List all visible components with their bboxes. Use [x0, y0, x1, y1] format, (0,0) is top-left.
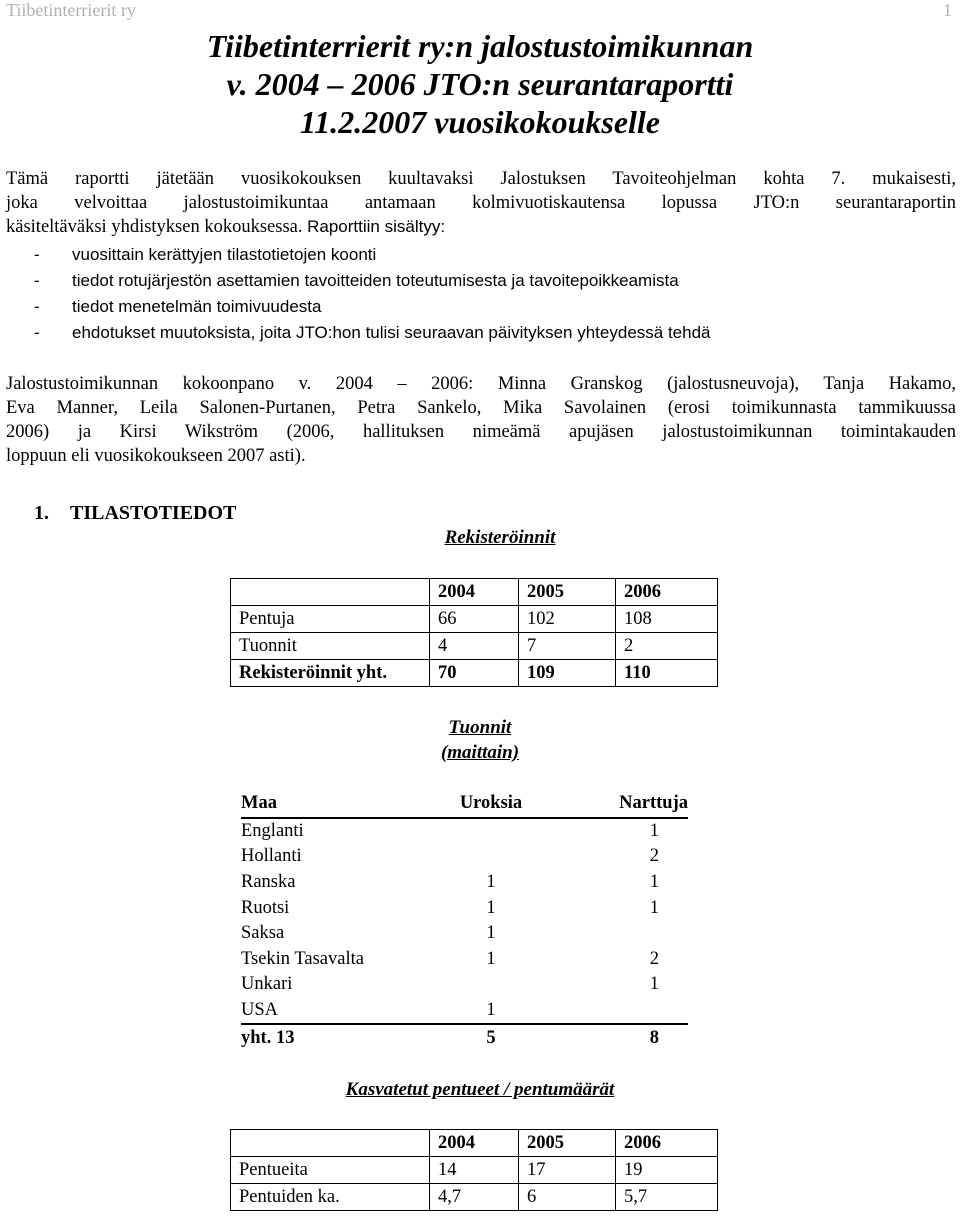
table-row	[231, 579, 718, 606]
females-cell	[541, 998, 688, 1025]
table-cell: 14	[430, 1157, 519, 1184]
females-cell: 2	[649, 846, 659, 867]
intro-line-3a: käsiteltäväksi yhdistyksen kokouksessa.	[6, 217, 303, 237]
row-label: Pentuja	[231, 606, 430, 633]
bullet-item	[6, 323, 711, 343]
males-cell: 1	[486, 923, 496, 944]
year-header: 2005	[519, 1130, 616, 1157]
table-cell: 109	[519, 660, 616, 687]
committee-line-4: loppuun eli vuosikokoukseen 2007 asti).	[6, 446, 306, 466]
committee-paragraph	[6, 372, 956, 468]
females-cell	[541, 921, 688, 947]
table-cell: 17	[519, 1157, 616, 1184]
table-cell: 7	[519, 633, 616, 660]
row-label: Rekisteröinnit yht.	[231, 660, 430, 687]
table-row	[241, 870, 688, 896]
males-cell: 1	[486, 1000, 496, 1021]
intro-paragraph	[6, 167, 956, 239]
table-cell: 108	[616, 606, 718, 633]
table-cell: 102	[519, 606, 616, 633]
section-title: TILASTOTIEDOT	[70, 502, 237, 524]
table-cell	[231, 1130, 430, 1157]
females-cell: 1	[649, 897, 659, 918]
table-cell: 110	[616, 660, 718, 687]
title-line-2: v. 2004 – 2006 JTO:n seurantaraportti	[226, 66, 734, 102]
males-cell: 1	[486, 897, 496, 918]
committee-line-1: Jalostustoimikunnan kokoonpano v. 2004 – 2006: Minna Granskog (jalostusneuvoja), Tanja Hakamo,	[6, 374, 956, 394]
table-row	[231, 1184, 718, 1211]
females-cell: 1	[649, 974, 659, 995]
country-cell: Hollanti	[241, 846, 302, 867]
bullet-item	[6, 271, 679, 291]
bullet-text: ehdotukset muutoksista, joita JTO:hon tulisi seuraavan päivityksen yhteydessä tehdä	[72, 323, 711, 342]
bullet-dash: -	[34, 245, 40, 264]
bullet-dash: -	[34, 323, 40, 342]
title-line-3: 11.2.2007 vuosikokoukselle	[299, 104, 660, 140]
table-cell: 2	[616, 633, 718, 660]
bullet-text: tiedot rotujärjestön asettamien tavoitteiden toteutumisesta ja tavoitepoikkeamista	[72, 271, 679, 290]
country-cell: Tsekin Tasavalta	[241, 948, 364, 969]
table-row	[241, 791, 688, 818]
imports-caption-2: (maittain)	[440, 742, 520, 763]
table-row	[241, 972, 688, 998]
imports-caption-1: Tuonnit	[448, 717, 512, 738]
males-cell: 1	[486, 948, 496, 969]
table-row	[231, 660, 718, 687]
country-cell: USA	[241, 1000, 279, 1021]
year-header: 2005	[519, 579, 616, 606]
males-cell: 1	[486, 872, 496, 893]
row-label: Tuonnit	[231, 633, 430, 660]
table-row	[241, 998, 688, 1025]
running-header: Tiibetinterrierit ry	[6, 0, 136, 20]
section-number: 1.	[34, 502, 49, 524]
males-cell	[441, 844, 541, 870]
country-cell: Saksa	[241, 923, 285, 944]
table-row	[231, 1130, 718, 1157]
country-cell: Englanti	[241, 820, 304, 841]
committee-line-3: 2006) ja Kirsi Wikström (2006, hallituksen nimeämä apujäsen jalostustoimikunnan toimintakauden	[6, 422, 956, 442]
title-line-1: Tiibetinterrierit ry:n jalostustoimikunnan	[206, 28, 754, 64]
intro-line-1: Tämä raportti jätetään vuosikokouksen kuultavaksi Jalostuksen Tavoiteohjelman kohta 7. mukaisesti,	[6, 169, 956, 189]
section-heading	[34, 502, 236, 525]
table-row	[241, 844, 688, 870]
column-header: Uroksia	[459, 793, 523, 814]
table-cell: 5,7	[616, 1184, 718, 1211]
table-row	[241, 818, 688, 845]
table-row	[241, 921, 688, 947]
table-cell: 70	[430, 660, 519, 687]
total-males: 5	[486, 1027, 496, 1048]
table-cell: 66	[430, 606, 519, 633]
males-cell	[441, 972, 541, 998]
imports-table	[241, 791, 688, 1051]
year-header: 2006	[616, 1130, 718, 1157]
table-cell: 4	[430, 633, 519, 660]
registrations-table	[230, 578, 718, 687]
females-cell: 2	[649, 948, 659, 969]
table-cell: 6	[519, 1184, 616, 1211]
committee-line-2: Eva Manner, Leila Salonen-Purtanen, Petra Sankelo, Mika Savolainen (erosi toimikunnasta tammikuussa	[6, 398, 956, 418]
bullet-dash: -	[34, 271, 40, 290]
females-cell: 1	[649, 820, 659, 841]
table-cell: 4,7	[430, 1184, 519, 1211]
country-cell: Unkari	[241, 974, 293, 995]
country-cell: Ranska	[241, 872, 296, 893]
intro-line-2: joka velvoittaa jalostustoimikuntaa antamaan kolmivuotiskautensa lopussa JTO:n seurantaraportin	[6, 193, 956, 213]
bullet-text: vuosittain kerättyjen tilastotietojen koonti	[72, 245, 377, 264]
males-cell	[441, 818, 541, 845]
table-row	[241, 1024, 688, 1051]
bullet-item	[6, 245, 376, 265]
page-number: 1	[943, 0, 952, 20]
intro-line-3b: Raporttiin sisältyy:	[307, 217, 446, 236]
table-row	[241, 895, 688, 921]
total-females: 8	[649, 1027, 659, 1048]
row-label: Pentuiden ka.	[231, 1184, 430, 1211]
table-cell	[231, 579, 430, 606]
table-row	[241, 947, 688, 973]
year-header: 2004	[430, 1130, 519, 1157]
year-header: 2006	[616, 579, 718, 606]
litters-table	[230, 1129, 718, 1211]
total-label: yht. 13	[241, 1027, 295, 1048]
column-header: Maa	[241, 793, 277, 814]
females-cell: 1	[649, 872, 659, 893]
table-row	[231, 606, 718, 633]
row-label: Pentueita	[231, 1157, 430, 1184]
bullet-item	[6, 297, 321, 317]
column-header: Narttuja	[619, 793, 688, 814]
bullet-text: tiedot menetelmän toimivuudesta	[72, 297, 322, 316]
country-cell: Ruotsi	[241, 897, 290, 918]
registrations-caption: Rekisteröinnit	[444, 527, 556, 548]
table-row	[231, 1157, 718, 1184]
year-header: 2004	[430, 579, 519, 606]
table-row	[231, 633, 718, 660]
table-cell: 19	[616, 1157, 718, 1184]
litters-caption: Kasvatetut pentueet / pentumäärät	[345, 1079, 615, 1100]
bullet-dash: -	[34, 297, 40, 316]
